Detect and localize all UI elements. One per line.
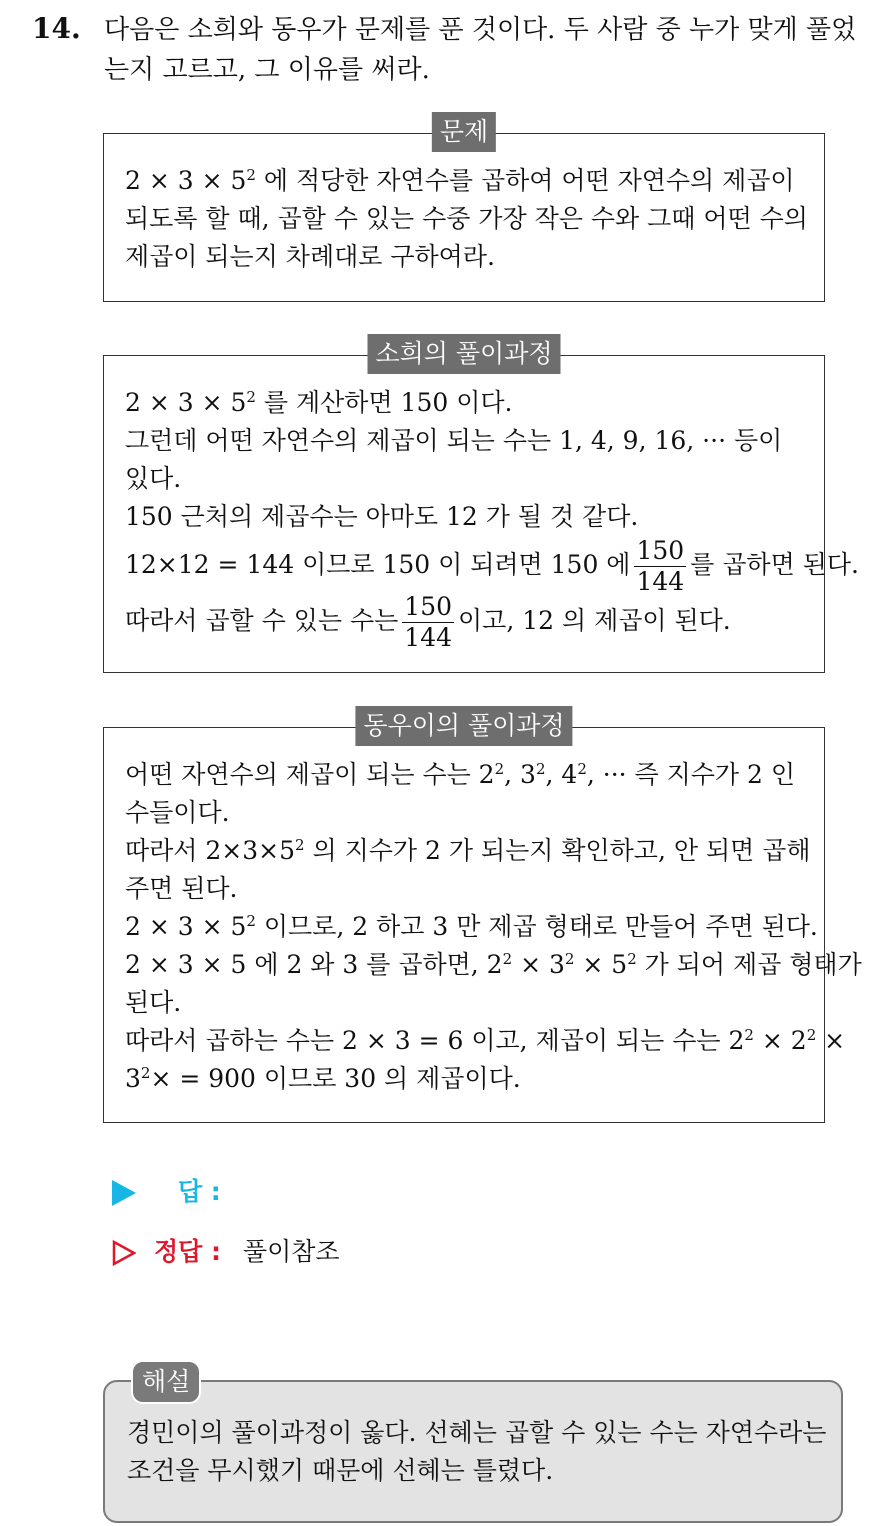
dongwoo-line-2: 수들이다. [125, 798, 230, 827]
explanation-tag: 해설 [131, 1360, 201, 1404]
fraction: $\frac{150}{144}$ [404, 592, 453, 652]
question-text: 다음은 소희와 동우가 문제를 푼 것이다. 두 사람 중 누가 맞게 풀었는지 고르고, 그 이유를 써라. [104, 15, 857, 85]
dongwoo-solution-box [103, 711, 862, 1123]
answer-label: 답 : [177, 1177, 221, 1206]
sohee-line-2: 그런데 어떤 자연수의 제곱이 되는 수는 1, 4, 9, 16, ··· 등이 [125, 426, 783, 455]
correct-answer-value: 풀이참조 [242, 1237, 340, 1266]
sohee-line-6: 따라서 곱할 수 있는 수는 $\frac{150}{144}$ 이고, 12 의 제곱이 된다. [125, 592, 731, 652]
explanation-text: 경민이의 풀이과정이 옳다. 선혜는 곱할 수 있는 수는 자연수라는 조건을 무시했기 때문에 선혜는 틀렸다. [127, 1418, 827, 1485]
dongwoo-label: 동우이의 풀이과정 [355, 706, 572, 746]
dongwoo-line-7: 된다. [125, 988, 182, 1017]
dongwoo-line-8: 따라서 곱하는 수는 2 × 3 = 6 이고, 제곱이 되는 수는 $2^2 \times 2^2$ × [125, 1026, 846, 1055]
sohee-line-4: 150 근처의 제곱수는 아마도 12 가 될 것 같다. [125, 502, 639, 531]
sohee-solution-box [103, 339, 859, 673]
problem-line-3: 제곱이 되는지 차례대로 구하여라. [125, 242, 495, 271]
solid-triangle-icon [112, 1180, 136, 1206]
dongwoo-line-1: 어떤 자연수의 제곱이 되는 수는 $2^2$, $3^2$, $4^2$, ··· 즉 지수가 2 인 [125, 760, 796, 789]
sohee-label: 소희의 풀이과정 [368, 334, 561, 374]
dongwoo-line-3: 따라서 $2\times 3\times 5^2$ 의 지수가 2 가 되는지 확인하고, 안 되면 곱해 [125, 836, 811, 865]
sohee-line-1: $2 \times 3 \times 5^2$ 를 계산하면 150 이다. [125, 388, 513, 417]
problem-line-2: 되도록 할 때, 곱할 수 있는 수중 가장 작은 수와 그때 어떤 수의 [125, 204, 808, 233]
dongwoo-line-5: $2 \times 3 \times 5^2$ 이므로, 2 하고 3 만 제곱 형태로 만들어 주면 된다. [125, 912, 818, 941]
question-number: 14. [32, 12, 81, 45]
hollow-triangle-icon [112, 1240, 136, 1266]
sohee-line-5: 12×12 = 144 이므로 150 이 되려면 150 에 $\frac{150}{144}$ 를 곱하면 된다. [125, 536, 859, 596]
dongwoo-line-4: 주면 된다. [125, 874, 238, 903]
explanation-box [103, 1367, 843, 1523]
problem-box [103, 117, 825, 302]
problem-line-1: $2 \times 3 \times 5^2$ 에 적당한 자연수를 곱하여 어떤 자연수의 제곱이 [125, 166, 795, 195]
dongwoo-line-6: 2 × 3 × 5 에 2 와 3 를 곱하면, $2^2 \times 3^2 \times 5^2$ 가 되어 제곱 형태가 [125, 950, 862, 979]
fraction: $\frac{150}{144}$ [636, 536, 685, 596]
sohee-line-3: 있다. [125, 464, 182, 493]
correct-answer-row [112, 1232, 340, 1268]
problem-label: 문제 [432, 112, 496, 152]
dongwoo-line-9: $3^2\times = 900$ 이므로 30 의 제곱이다. [125, 1064, 521, 1093]
answer-row [112, 1172, 221, 1208]
correct-answer-label: 정답 : [153, 1237, 221, 1266]
